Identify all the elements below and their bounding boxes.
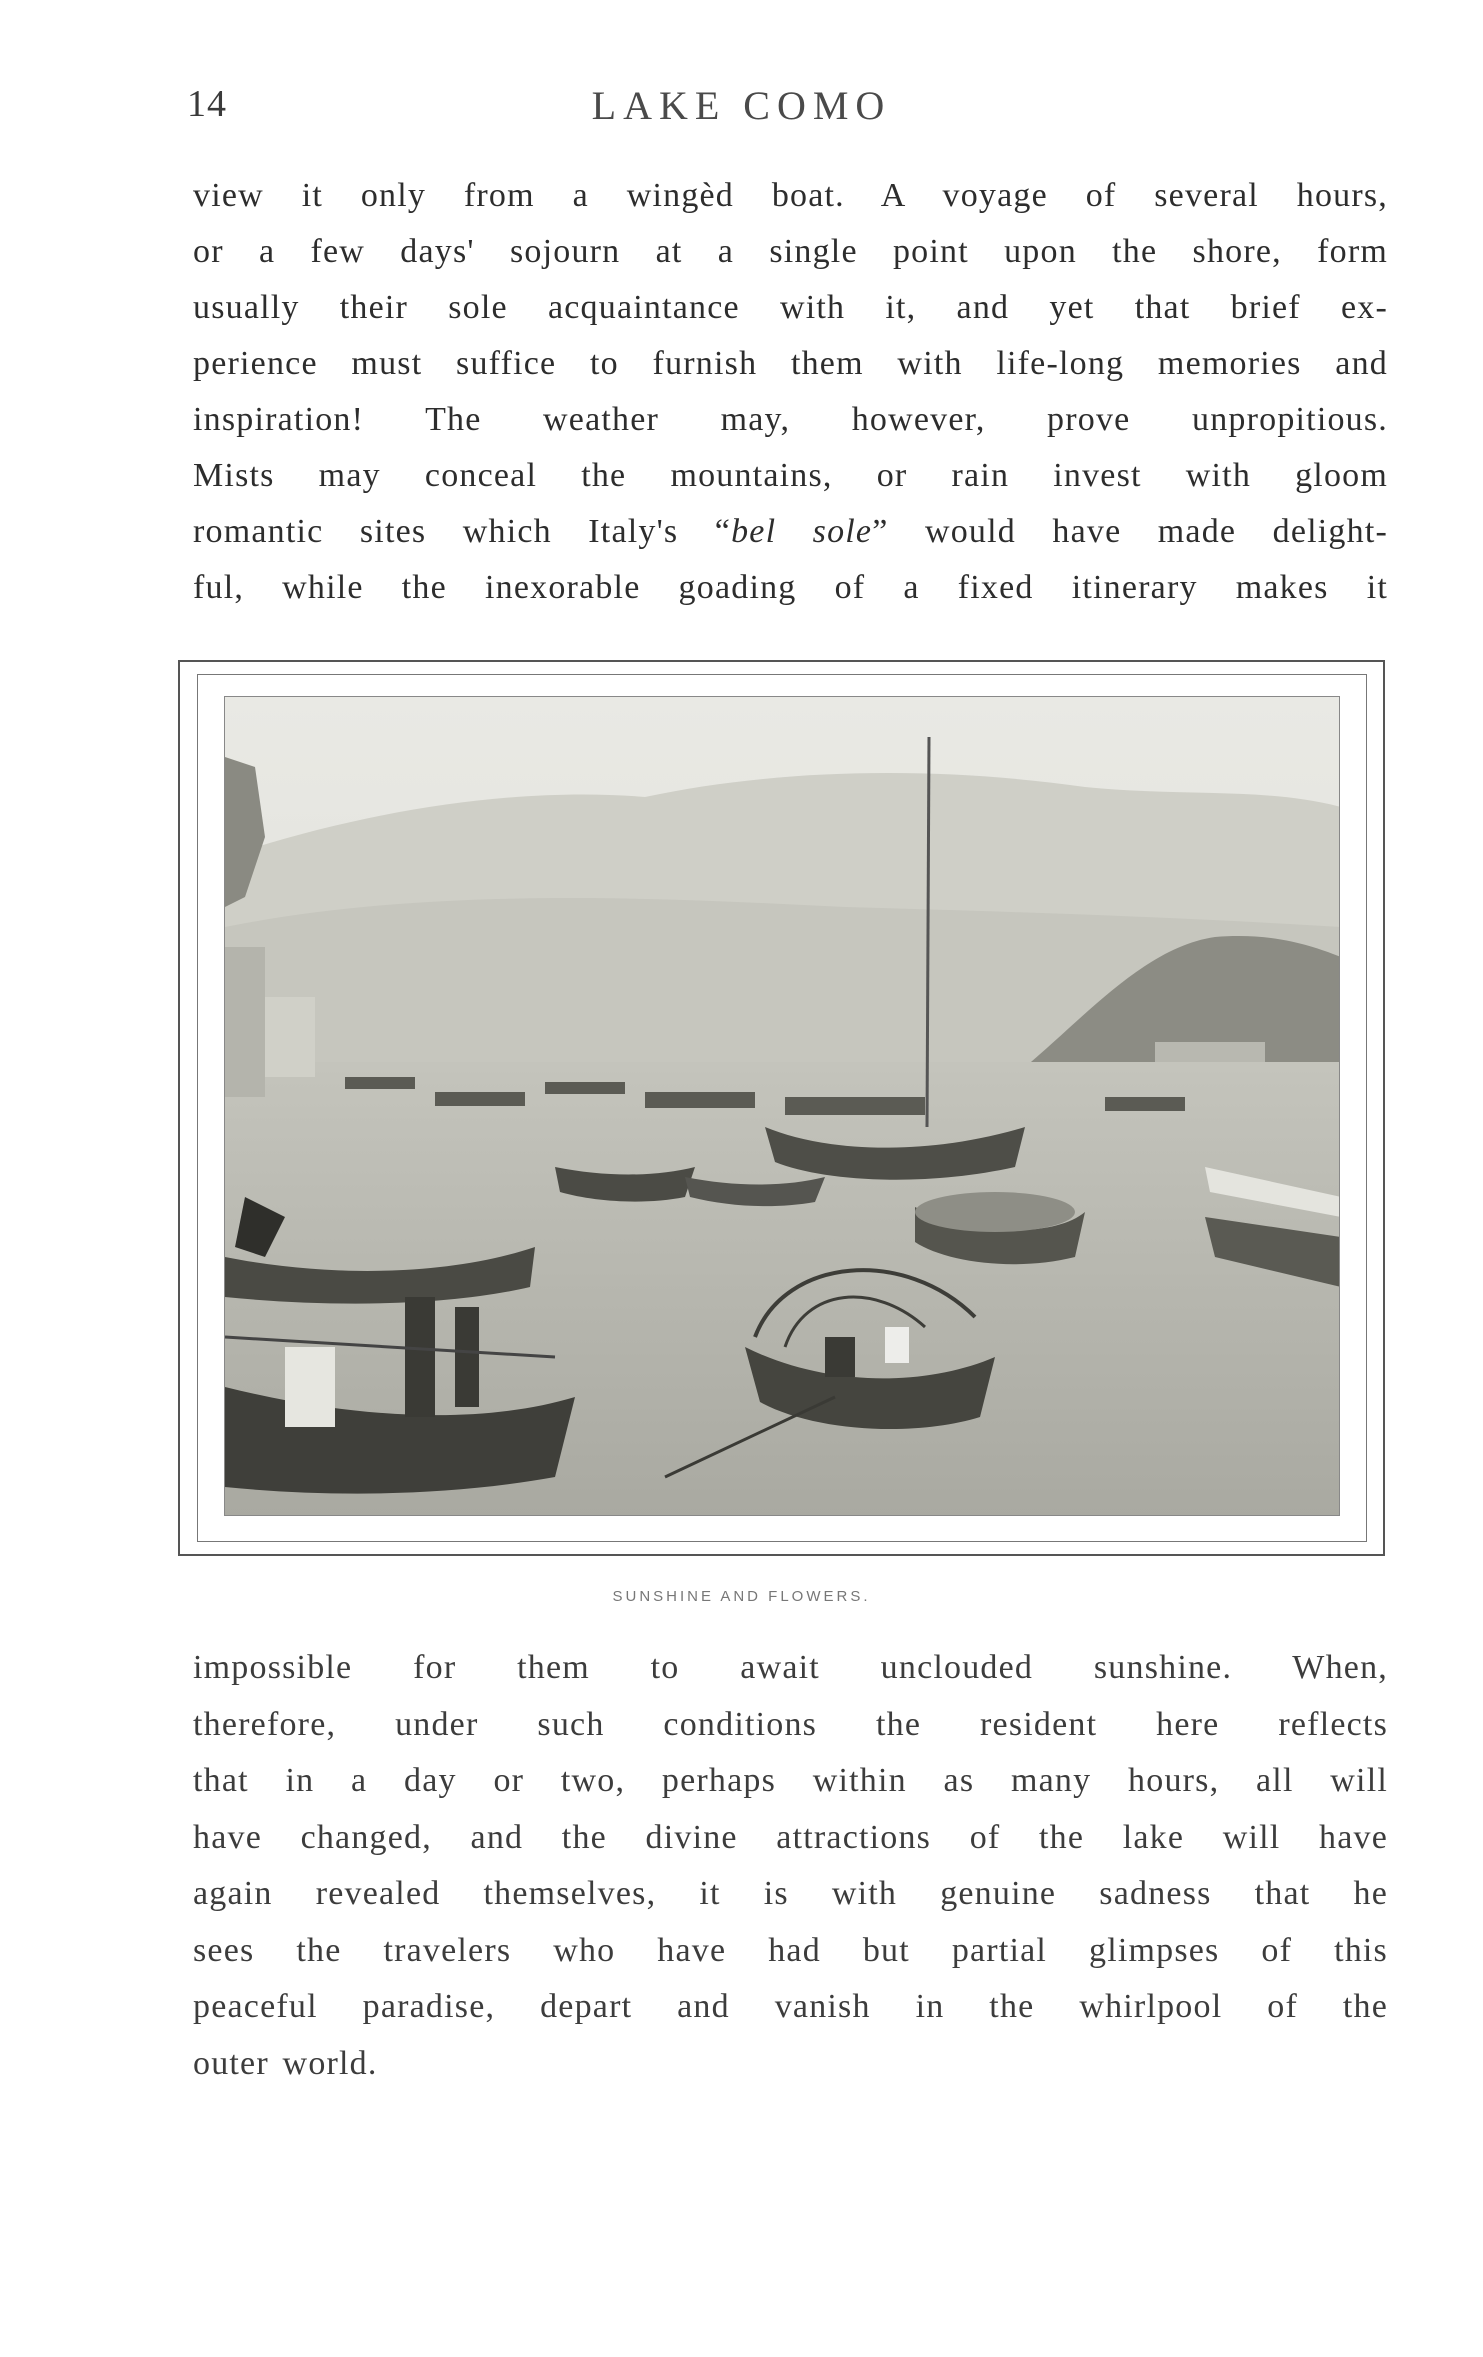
text-line: peaceful paradise, depart and vanish in the whirlpool of the xyxy=(193,1988,1388,2025)
italic-phrase: bel sole xyxy=(731,513,873,550)
text-line: impossible for them to await unclouded sunshine. When, xyxy=(193,1649,1388,1686)
text-line: that in a day or two, perhaps within as many hours, all will xyxy=(193,1762,1388,1799)
text-line: usually their sole acquaintance with it, and yet that brief ex- xyxy=(193,289,1388,326)
plate-caption: SUNSHINE AND FLOWERS. xyxy=(612,1588,871,1605)
text-fragment: ” would have made delight- xyxy=(872,513,1389,550)
text-line: perience must suffice to furnish them with life-long memories and xyxy=(193,345,1388,382)
lake-boats-photograph xyxy=(224,696,1340,1516)
text-line: inspiration! The weather may, however, prove unpropitious. xyxy=(193,401,1388,438)
text-line: or a few days' sojourn at a single point upon the shore, form xyxy=(193,233,1388,270)
text-line: therefore, under such conditions the resident here reflects xyxy=(193,1705,1388,1743)
text-line: outer world. xyxy=(193,2044,378,2082)
text-line: have changed, and the divine attractions of the lake will have xyxy=(193,1818,1388,1856)
text-line: again revealed themselves, it is with genuine sadness that he xyxy=(193,1875,1388,1912)
text-line: Mists may conceal the mountains, or rain invest with gloom xyxy=(193,457,1388,494)
text-line: sees the travelers who have had but partial glimpses of this xyxy=(193,1931,1388,1969)
text-fragment: romantic sites which Italy's “ xyxy=(193,513,732,550)
running-head: LAKE COMO xyxy=(591,83,892,128)
text-line: ful, while the inexorable goading of a fixed itinerary makes it xyxy=(193,569,1388,606)
text-line: view it only from a wingèd boat. A voyage of several hours, xyxy=(193,177,1388,214)
page-number: 14 xyxy=(187,83,227,125)
paragraph-top xyxy=(193,168,1388,616)
text-line xyxy=(193,504,1388,560)
paragraph-bottom xyxy=(193,1640,1388,2092)
